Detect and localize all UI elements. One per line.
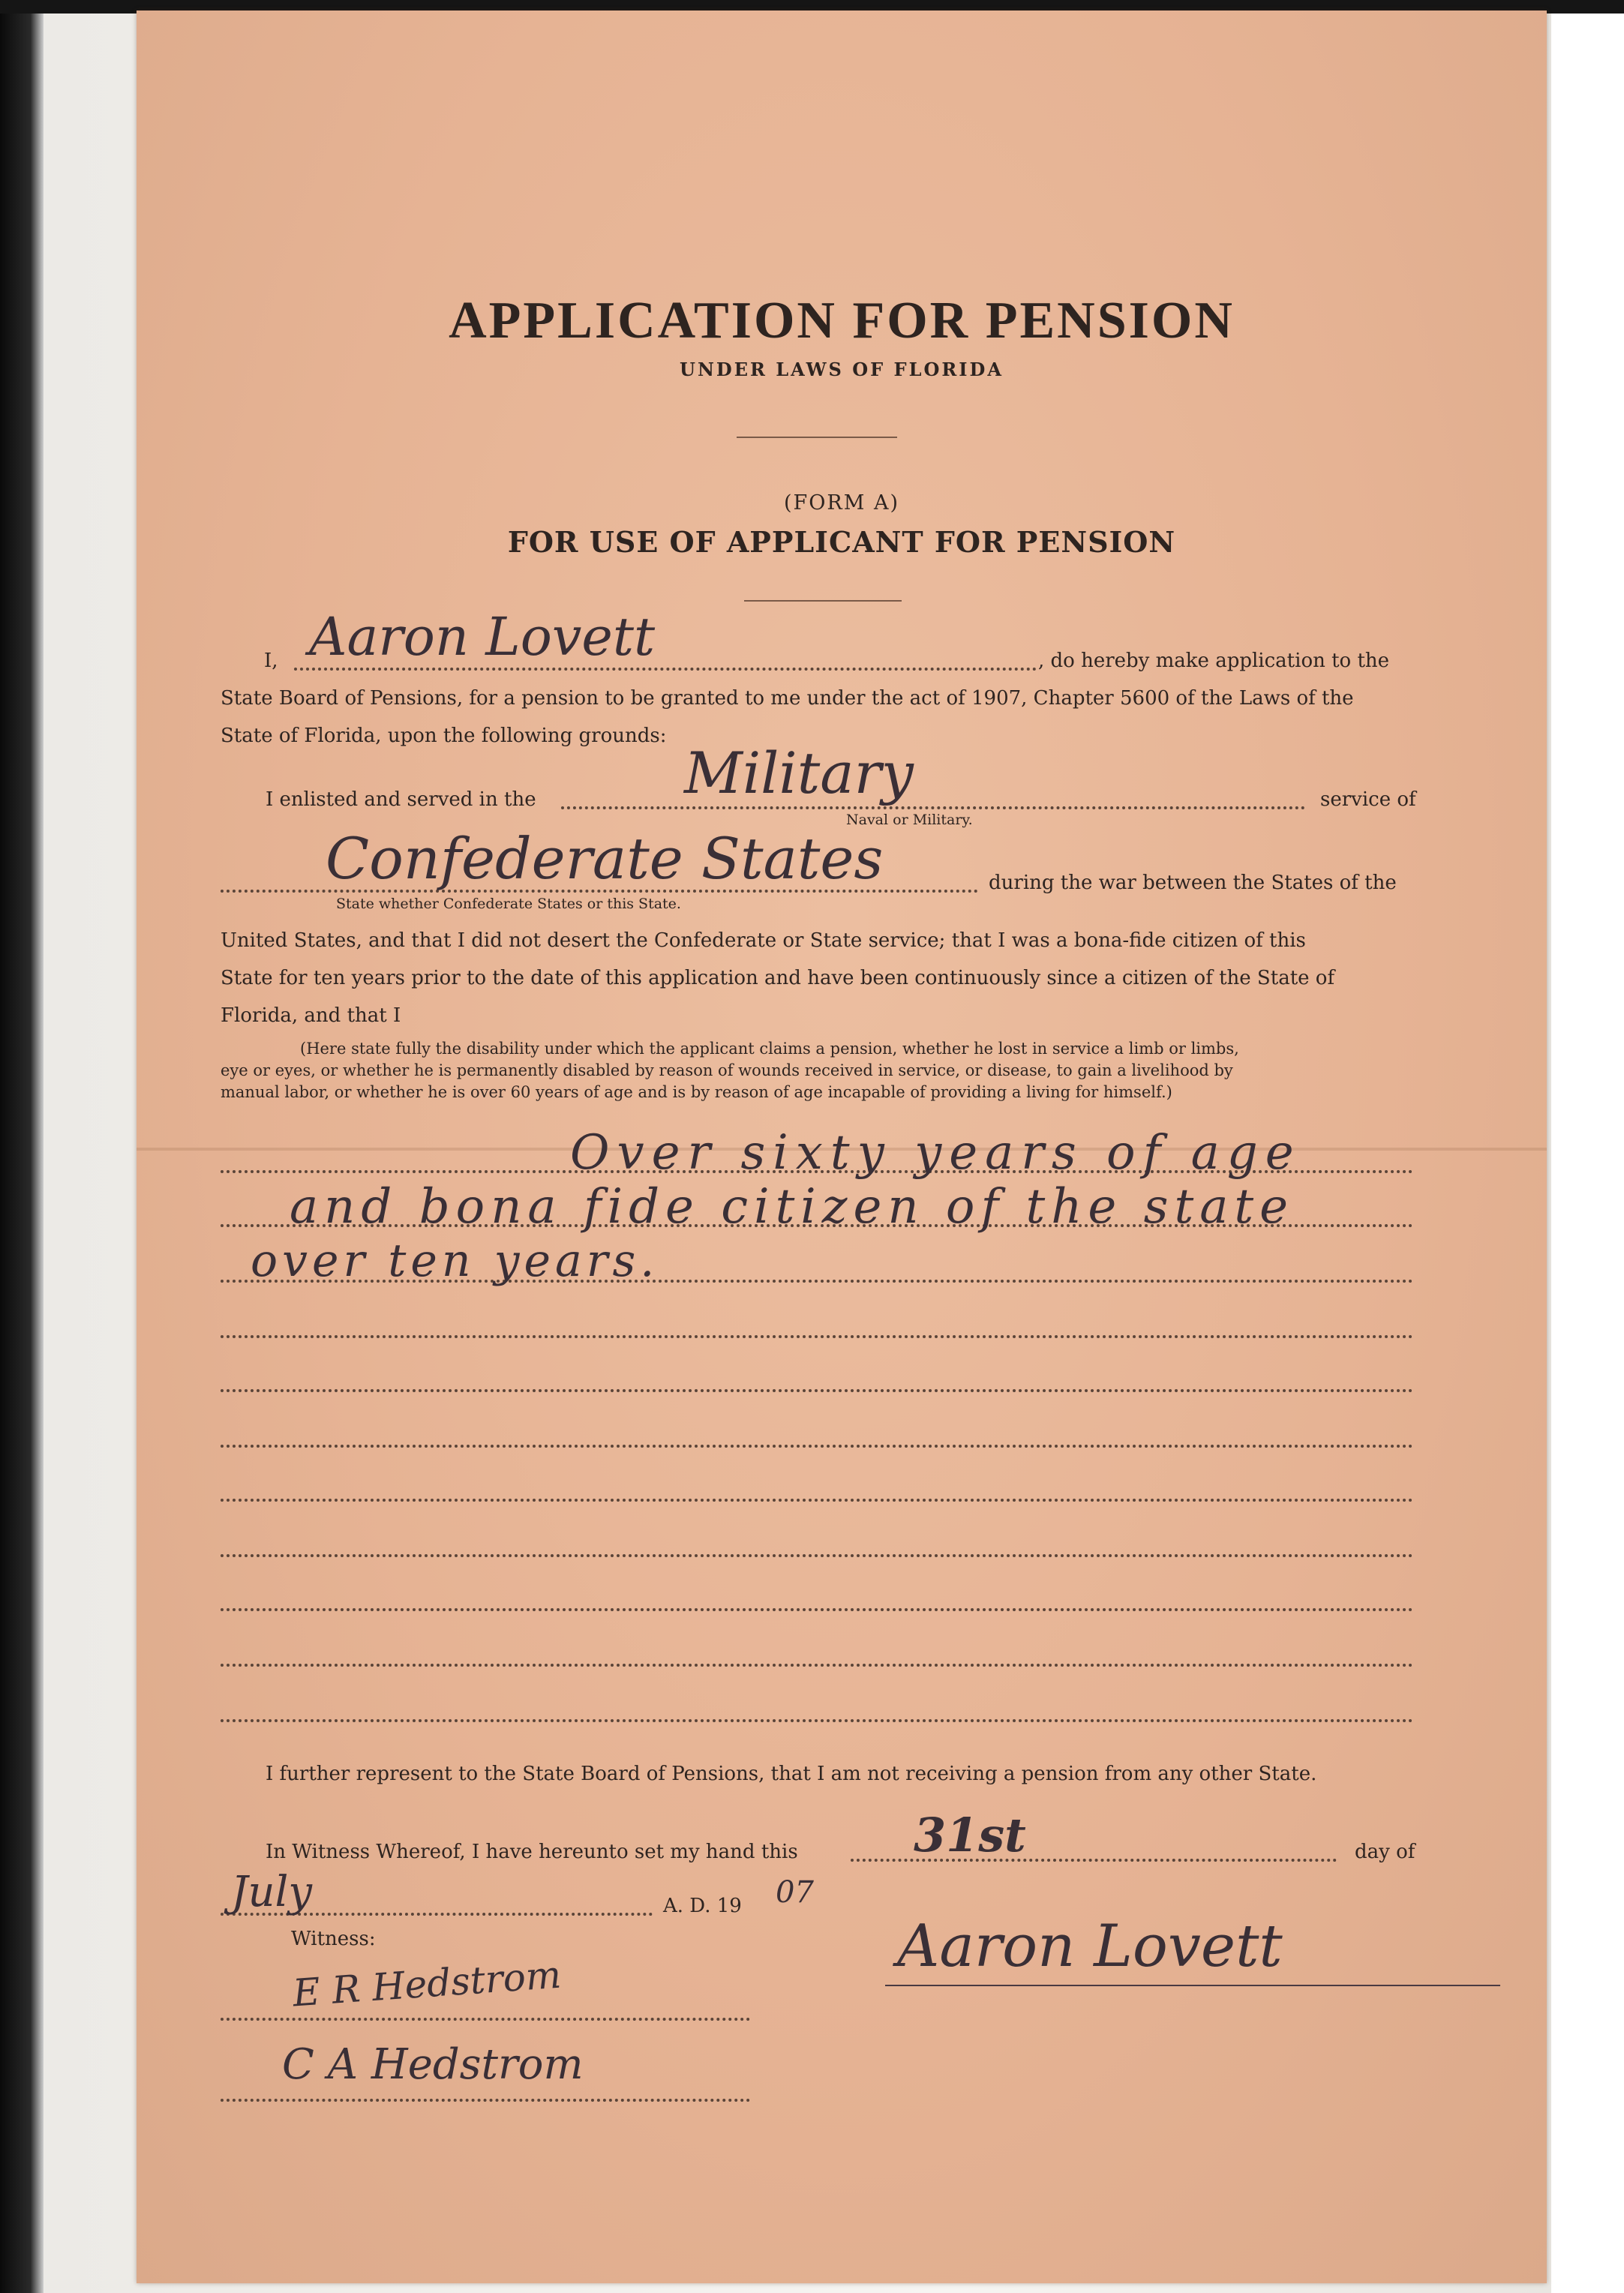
service-of-field: Confederate States <box>326 825 884 892</box>
witness-2-signature: C A Hedstrom <box>282 2040 584 2089</box>
enlisted-suffix: service of <box>1320 788 1416 811</box>
applicant-name-line <box>294 668 1037 671</box>
states-suffix: during the war between the States of the <box>989 872 1397 894</box>
header-divider <box>737 437 897 438</box>
ad-label: A. D. 19 <box>663 1895 742 1917</box>
service-type-line <box>561 806 1305 809</box>
disability-line <box>221 1499 1413 1502</box>
disability-line <box>221 1389 1413 1392</box>
enlisted-caption: Naval or Military. <box>846 812 973 828</box>
states-caption: State whether Confederate States or this State. <box>336 896 681 912</box>
service-type-field: Military <box>684 740 914 806</box>
enlisted-prefix: I enlisted and served in the <box>266 788 536 811</box>
witness-day-suffix: day of <box>1355 1841 1415 1863</box>
body-line-3: Florida, and that I <box>221 1004 401 1027</box>
disability-line <box>221 1335 1413 1338</box>
further-statement: I further represent to the State Board of Pensions, that I am not receiving a pension from any other State. <box>266 1763 1317 1785</box>
year-field: 07 <box>776 1875 814 1910</box>
witness-1-signature: E R Hedstrom <box>291 1952 563 2015</box>
intro-line-3: State of Florida, upon the following grounds: <box>221 725 667 747</box>
day-field: 31st <box>914 1808 1026 1862</box>
month-field: July <box>231 1868 313 1916</box>
disability-entry-1: Over sixty years of age <box>570 1125 1301 1181</box>
document-title: APPLICATION FOR PENSION <box>449 292 1235 350</box>
disability-entry-2: and bona fide citizen of the state <box>290 1179 1294 1235</box>
disability-line <box>221 1445 1413 1448</box>
witness-prefix: In Witness Whereof, I have hereunto set my hand this <box>266 1841 798 1863</box>
form-label: (FORM A) <box>784 491 899 515</box>
disability-line <box>221 1664 1413 1667</box>
form-heading: FOR USE OF APPLICANT FOR PENSION <box>507 525 1176 559</box>
disability-line <box>221 1719 1413 1722</box>
witness-1-line <box>221 2018 750 2021</box>
document-subtitle: UNDER LAWS OF FLORIDA <box>680 359 1004 380</box>
body-line-1: United States, and that I did not desert the Confederate or State service; that I was a bona-fide citizen of this <box>221 929 1306 952</box>
intro-suffix: , do hereby make application to the <box>1038 650 1390 672</box>
body-line-2: State for ten years prior to the date of this application and have been continuously since a citizen of the State of <box>221 967 1335 989</box>
applicant-signature: Aaron Lovett <box>897 1913 1283 1980</box>
instruction-line-1: (Here state fully the disability under which the applicant claims a pension, whether he lost in service a limb or limbs, <box>300 1040 1239 1058</box>
signature-underline <box>885 1985 1500 1986</box>
disability-line <box>221 1608 1413 1611</box>
instruction-line-3: manual labor, or whether he is over 60 years of age and is by reason of age incapable of providing a living for himself.) <box>221 1083 1172 1101</box>
instruction-line-2: eye or eyes, or whether he is permanently disabled by reason of wounds received in service, or disease, to gain a livelihood by <box>221 1061 1233 1079</box>
disability-line <box>221 1554 1413 1557</box>
intro-prefix: I, <box>264 650 278 672</box>
intro-line-2: State Board of Pensions, for a pension to be granted to me under the act of 1907, Chapter 5600 of the Laws of the <box>221 687 1354 710</box>
scan-edge <box>0 0 44 2293</box>
witness-label: Witness: <box>291 1928 376 1950</box>
applicant-name-field: Aaron Lovett <box>309 606 656 668</box>
witness-2-line <box>221 2099 750 2102</box>
heading-divider <box>744 600 902 602</box>
disability-entry-3: over ten years. <box>251 1235 659 1287</box>
